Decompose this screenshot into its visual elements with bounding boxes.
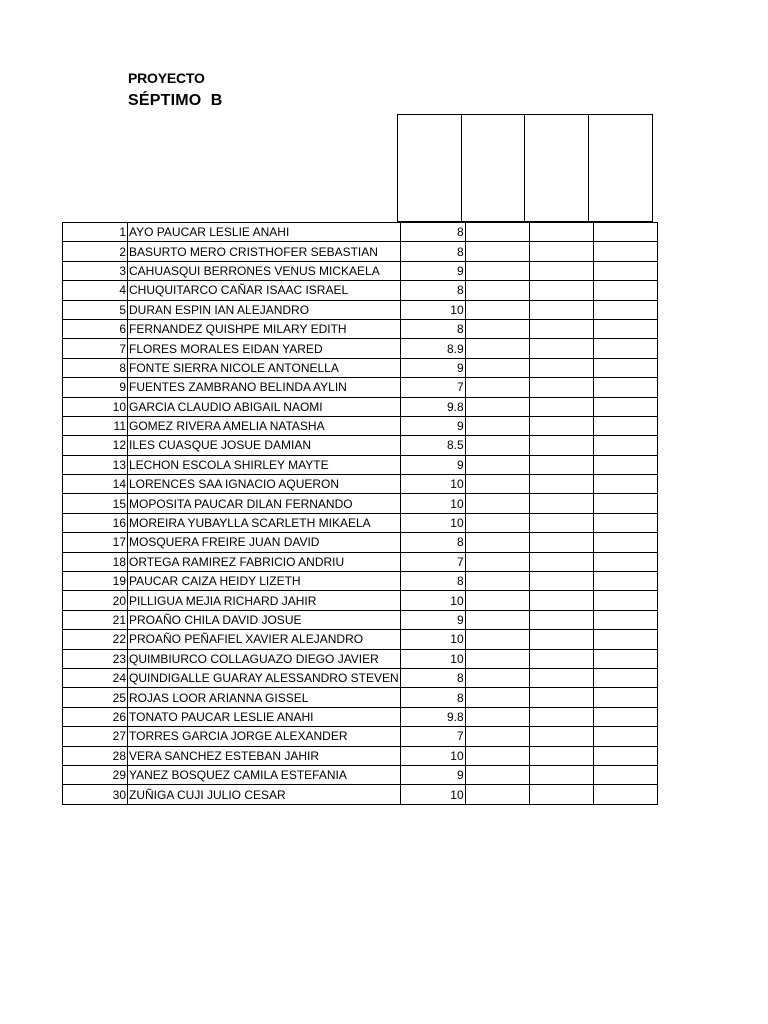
empty-grade-cell[interactable] [465, 649, 529, 668]
empty-grade-cell[interactable] [529, 572, 593, 591]
empty-grade-cell[interactable] [465, 475, 529, 494]
empty-grade-cell[interactable] [465, 533, 529, 552]
row-number-cell[interactable]: 8 [63, 358, 128, 377]
student-name-cell[interactable]: ZUÑIGA CUJI JULIO CESAR [128, 785, 401, 804]
row-number-cell[interactable]: 16 [63, 513, 128, 532]
table-row [63, 261, 658, 280]
empty-grade-cell[interactable] [593, 746, 657, 765]
student-name-cell[interactable]: ROJAS LOOR ARIANNA GISSEL [128, 688, 401, 707]
student-name-cell[interactable]: TONATO PAUCAR LESLIE ANAHI [128, 707, 401, 726]
row-number-cell[interactable]: 29 [63, 765, 128, 784]
empty-grade-cell[interactable] [593, 630, 657, 649]
student-name-cell[interactable]: MOPOSITA PAUCAR DILAN FERNANDO [128, 494, 401, 513]
grade-cell[interactable]: 10 [400, 513, 465, 532]
student-name-cell[interactable]: MOREIRA YUBAYLLA SCARLETH MIKAELA [128, 513, 401, 532]
empty-grade-cell[interactable] [529, 319, 593, 338]
grade-cell[interactable]: 8 [400, 668, 465, 687]
empty-grade-cell[interactable] [593, 513, 657, 532]
student-name-cell[interactable]: PROAÑO CHILA DAVID JOSUE [128, 610, 401, 629]
student-name-cell[interactable]: LECHON ESCOLA SHIRLEY MAYTE [128, 455, 401, 474]
table-row [63, 300, 658, 319]
empty-grade-cell[interactable] [529, 475, 593, 494]
grades-table-body [63, 223, 658, 805]
grade-cell[interactable]: 10 [400, 475, 465, 494]
table-row [63, 746, 658, 765]
grade-cell[interactable]: 10 [400, 591, 465, 610]
table-row [63, 688, 658, 707]
table-row [63, 785, 658, 804]
student-name-cell[interactable]: DURAN ESPIN IAN ALEJANDRO [128, 300, 401, 319]
grade-cell[interactable]: 10 [400, 630, 465, 649]
empty-grade-cell[interactable] [593, 727, 657, 746]
empty-grade-cell[interactable] [465, 358, 529, 377]
empty-grade-cell[interactable] [593, 649, 657, 668]
empty-grade-cell[interactable] [465, 494, 529, 513]
table-row [63, 281, 658, 300]
row-number-cell[interactable]: 26 [63, 707, 128, 726]
empty-grade-cell[interactable] [593, 475, 657, 494]
grade-header-cell-4[interactable] [588, 114, 653, 222]
student-name-cell[interactable]: QUINDIGALLE GUARAY ALESSANDRO STEVEN [128, 668, 401, 687]
grade-cell[interactable]: 9 [400, 765, 465, 784]
empty-grade-cell[interactable] [529, 494, 593, 513]
student-name-cell[interactable]: BASURTO MERO CRISTHOFER SEBASTIAN [128, 242, 401, 261]
row-number-cell[interactable]: 1 [63, 223, 128, 242]
table-row [63, 242, 658, 261]
row-number-cell[interactable]: 17 [63, 533, 128, 552]
empty-grade-cell[interactable] [465, 765, 529, 784]
empty-grade-cell[interactable] [529, 436, 593, 455]
empty-grade-cell[interactable] [465, 397, 529, 416]
empty-grade-cell[interactable] [529, 513, 593, 532]
empty-grade-cell[interactable] [529, 785, 593, 804]
empty-grade-cell[interactable] [465, 319, 529, 338]
table-row [63, 319, 658, 338]
row-number-cell[interactable]: 14 [63, 475, 128, 494]
empty-grade-cell[interactable] [529, 552, 593, 571]
empty-grade-cell[interactable] [465, 223, 529, 242]
table-row [63, 397, 658, 416]
empty-grade-cell[interactable] [465, 630, 529, 649]
grade-cell[interactable]: 9.8 [400, 397, 465, 416]
empty-grade-cell[interactable] [465, 572, 529, 591]
empty-grade-cell[interactable] [593, 242, 657, 261]
empty-grade-cell[interactable] [465, 300, 529, 319]
empty-grade-cell[interactable] [465, 455, 529, 474]
empty-grade-cell[interactable] [465, 242, 529, 261]
empty-grade-cell[interactable] [593, 319, 657, 338]
empty-grade-cell[interactable] [593, 533, 657, 552]
empty-grade-cell[interactable] [465, 668, 529, 687]
empty-grade-cell[interactable] [593, 591, 657, 610]
empty-grade-cell[interactable] [465, 261, 529, 280]
student-name-cell[interactable]: GARCIA CLAUDIO ABIGAIL NAOMI [128, 397, 401, 416]
table-row [63, 475, 658, 494]
empty-grade-cell[interactable] [465, 339, 529, 358]
table-row [63, 668, 658, 687]
student-name-cell[interactable]: FUENTES ZAMBRANO BELINDA AYLIN [128, 378, 401, 397]
table-row [63, 494, 658, 513]
empty-grade-cell[interactable] [529, 378, 593, 397]
table-row [63, 339, 658, 358]
table-row [63, 436, 658, 455]
empty-grade-cell[interactable] [529, 397, 593, 416]
row-number-cell[interactable]: 13 [63, 455, 128, 474]
row-number-cell[interactable]: 15 [63, 494, 128, 513]
grade-cell[interactable]: 10 [400, 649, 465, 668]
grade-cell[interactable]: 9 [400, 416, 465, 435]
empty-grade-cell[interactable] [593, 455, 657, 474]
table-row [63, 455, 658, 474]
student-name-cell[interactable]: ORTEGA RAMIREZ FABRICIO ANDRIU [128, 552, 401, 571]
empty-grade-cell[interactable] [529, 339, 593, 358]
empty-grade-cell[interactable] [465, 707, 529, 726]
table-row [63, 378, 658, 397]
empty-grade-cell[interactable] [593, 707, 657, 726]
row-number-cell[interactable]: 7 [63, 339, 128, 358]
grade-header-cell-3[interactable] [524, 114, 589, 222]
class-title: SÉPTIMO B [128, 92, 223, 109]
row-number-cell[interactable]: 9 [63, 378, 128, 397]
empty-grade-cell[interactable] [465, 416, 529, 435]
table-row [63, 223, 658, 242]
row-number-cell[interactable]: 2 [63, 242, 128, 261]
student-name-cell[interactable]: QUIMBIURCO COLLAGUAZO DIEGO JAVIER [128, 649, 401, 668]
empty-grade-cell[interactable] [593, 416, 657, 435]
grade-cell[interactable]: 9 [400, 358, 465, 377]
empty-grade-cell[interactable] [593, 358, 657, 377]
grade-cell[interactable]: 10 [400, 746, 465, 765]
empty-grade-cell[interactable] [593, 785, 657, 804]
student-name-cell[interactable]: PILLIGUA MEJIA RICHARD JAHIR [128, 591, 401, 610]
row-number-cell[interactable]: 21 [63, 610, 128, 629]
grade-cell[interactable]: 9 [400, 261, 465, 280]
empty-grade-cell[interactable] [529, 746, 593, 765]
empty-grade-cell[interactable] [465, 727, 529, 746]
student-name-cell[interactable]: AYO PAUCAR LESLIE ANAHI [128, 223, 401, 242]
student-name-cell[interactable]: MOSQUERA FREIRE JUAN DAVID [128, 533, 401, 552]
empty-grade-cell[interactable] [465, 688, 529, 707]
empty-grade-cell[interactable] [465, 591, 529, 610]
grade-cell[interactable]: 8 [400, 281, 465, 300]
table-row [63, 591, 658, 610]
grade-cell[interactable]: 8 [400, 572, 465, 591]
table-row [63, 572, 658, 591]
empty-grade-cell[interactable] [529, 688, 593, 707]
empty-grade-cell[interactable] [593, 261, 657, 280]
grade-header-cell-1[interactable] [397, 114, 462, 222]
grade-cell[interactable]: 8.9 [400, 339, 465, 358]
table-row [63, 727, 658, 746]
empty-grade-cell[interactable] [529, 649, 593, 668]
empty-grade-cell[interactable] [529, 591, 593, 610]
grade-cell[interactable]: 9 [400, 455, 465, 474]
student-name-cell[interactable]: YANEZ BOSQUEZ CAMILA ESTEFANIA [128, 765, 401, 784]
row-number-cell[interactable]: 30 [63, 785, 128, 804]
empty-grade-cell[interactable] [529, 668, 593, 687]
row-number-cell[interactable]: 3 [63, 261, 128, 280]
grade-cell[interactable]: 8.5 [400, 436, 465, 455]
row-number-cell[interactable]: 10 [63, 397, 128, 416]
grade-cell[interactable]: 10 [400, 300, 465, 319]
student-name-cell[interactable]: PAUCAR CAIZA HEIDY LIZETH [128, 572, 401, 591]
grade-cell[interactable]: 8 [400, 688, 465, 707]
table-row [63, 765, 658, 784]
grade-cell[interactable]: 10 [400, 494, 465, 513]
grade-cell[interactable]: 8 [400, 223, 465, 242]
empty-grade-cell[interactable] [593, 281, 657, 300]
row-number-cell[interactable]: 24 [63, 668, 128, 687]
student-name-cell[interactable]: TORRES GARCIA JORGE ALEXANDER [128, 727, 401, 746]
empty-grade-cell[interactable] [593, 552, 657, 571]
grade-cell[interactable]: 10 [400, 785, 465, 804]
empty-grade-cell[interactable] [529, 765, 593, 784]
empty-grade-cell[interactable] [593, 494, 657, 513]
grade-cell[interactable]: 8 [400, 533, 465, 552]
empty-grade-cell[interactable] [593, 572, 657, 591]
empty-grade-cell[interactable] [529, 223, 593, 242]
row-number-cell[interactable]: 19 [63, 572, 128, 591]
row-number-cell[interactable]: 12 [63, 436, 128, 455]
grade-cell[interactable]: 7 [400, 378, 465, 397]
grade-cell[interactable]: 8 [400, 242, 465, 261]
empty-grade-cell[interactable] [593, 668, 657, 687]
table-row [63, 552, 658, 571]
row-number-cell[interactable]: 11 [63, 416, 128, 435]
empty-grade-cell[interactable] [529, 533, 593, 552]
empty-grade-cell[interactable] [593, 378, 657, 397]
student-name-cell[interactable]: FONTE SIERRA NICOLE ANTONELLA [128, 358, 401, 377]
student-name-cell[interactable]: FERNANDEZ QUISHPE MILARY EDITH [128, 319, 401, 338]
empty-grade-cell[interactable] [529, 416, 593, 435]
empty-grade-cell[interactable] [593, 223, 657, 242]
row-number-cell[interactable]: 25 [63, 688, 128, 707]
table-row [63, 358, 658, 377]
grade-cell[interactable]: 7 [400, 727, 465, 746]
row-number-cell[interactable]: 4 [63, 281, 128, 300]
empty-grade-cell[interactable] [529, 707, 593, 726]
project-label: PROYECTO [128, 70, 205, 86]
table-row [63, 416, 658, 435]
empty-grade-cell[interactable] [529, 358, 593, 377]
empty-grade-cell[interactable] [529, 281, 593, 300]
empty-grade-cell[interactable] [529, 727, 593, 746]
empty-grade-cell[interactable] [465, 552, 529, 571]
empty-grade-cell[interactable] [593, 688, 657, 707]
student-grades-table [62, 222, 658, 805]
student-name-cell[interactable]: VERA SANCHEZ ESTEBAN JAHIR [128, 746, 401, 765]
row-number-cell[interactable]: 6 [63, 319, 128, 338]
empty-grade-cell[interactable] [465, 746, 529, 765]
empty-grade-cell[interactable] [465, 785, 529, 804]
row-number-cell[interactable]: 27 [63, 727, 128, 746]
grade-cell[interactable]: 7 [400, 552, 465, 571]
grade-cell[interactable]: 9.8 [400, 707, 465, 726]
row-number-cell[interactable]: 23 [63, 649, 128, 668]
empty-grade-cell[interactable] [529, 242, 593, 261]
row-number-cell[interactable]: 5 [63, 300, 128, 319]
empty-grade-cell[interactable] [529, 610, 593, 629]
row-number-cell[interactable]: 28 [63, 746, 128, 765]
row-number-cell[interactable]: 22 [63, 630, 128, 649]
table-row [63, 630, 658, 649]
student-name-cell[interactable]: FLORES MORALES EIDAN YARED [128, 339, 401, 358]
empty-grade-cell[interactable] [593, 339, 657, 358]
student-name-cell[interactable]: PROAÑO PEÑAFIEL XAVIER ALEJANDRO [128, 630, 401, 649]
student-name-cell[interactable]: GOMEZ RIVERA AMELIA NATASHA [128, 416, 401, 435]
table-row [63, 610, 658, 629]
table-row [63, 533, 658, 552]
empty-grade-cell[interactable] [529, 300, 593, 319]
empty-grade-cell[interactable] [529, 455, 593, 474]
empty-grade-cell[interactable] [593, 397, 657, 416]
student-name-cell[interactable]: CHUQUITARCO CAÑAR ISAAC ISRAEL [128, 281, 401, 300]
empty-grade-cell[interactable] [593, 765, 657, 784]
empty-grade-cell[interactable] [593, 610, 657, 629]
grade-header-cell-2[interactable] [461, 114, 525, 222]
empty-grade-cell[interactable] [465, 513, 529, 532]
row-number-cell[interactable]: 20 [63, 591, 128, 610]
empty-grade-cell[interactable] [593, 300, 657, 319]
empty-grade-cell[interactable] [465, 281, 529, 300]
empty-grade-cell[interactable] [465, 378, 529, 397]
empty-grade-cell[interactable] [529, 261, 593, 280]
student-name-cell[interactable]: CAHUASQUI BERRONES VENUS MICKAELA [128, 261, 401, 280]
table-row [63, 649, 658, 668]
empty-grade-cell[interactable] [465, 436, 529, 455]
student-name-cell[interactable]: ILES CUASQUE JOSUE DAMIAN [128, 436, 401, 455]
table-row [63, 707, 658, 726]
grade-cell[interactable]: 9 [400, 610, 465, 629]
empty-grade-cell[interactable] [529, 630, 593, 649]
student-name-cell[interactable]: LORENCES SAA IGNACIO AQUERON [128, 475, 401, 494]
row-number-cell[interactable]: 18 [63, 552, 128, 571]
grade-cell[interactable]: 8 [400, 319, 465, 338]
table-row [63, 513, 658, 532]
empty-grade-cell[interactable] [593, 436, 657, 455]
empty-grade-cell[interactable] [465, 610, 529, 629]
